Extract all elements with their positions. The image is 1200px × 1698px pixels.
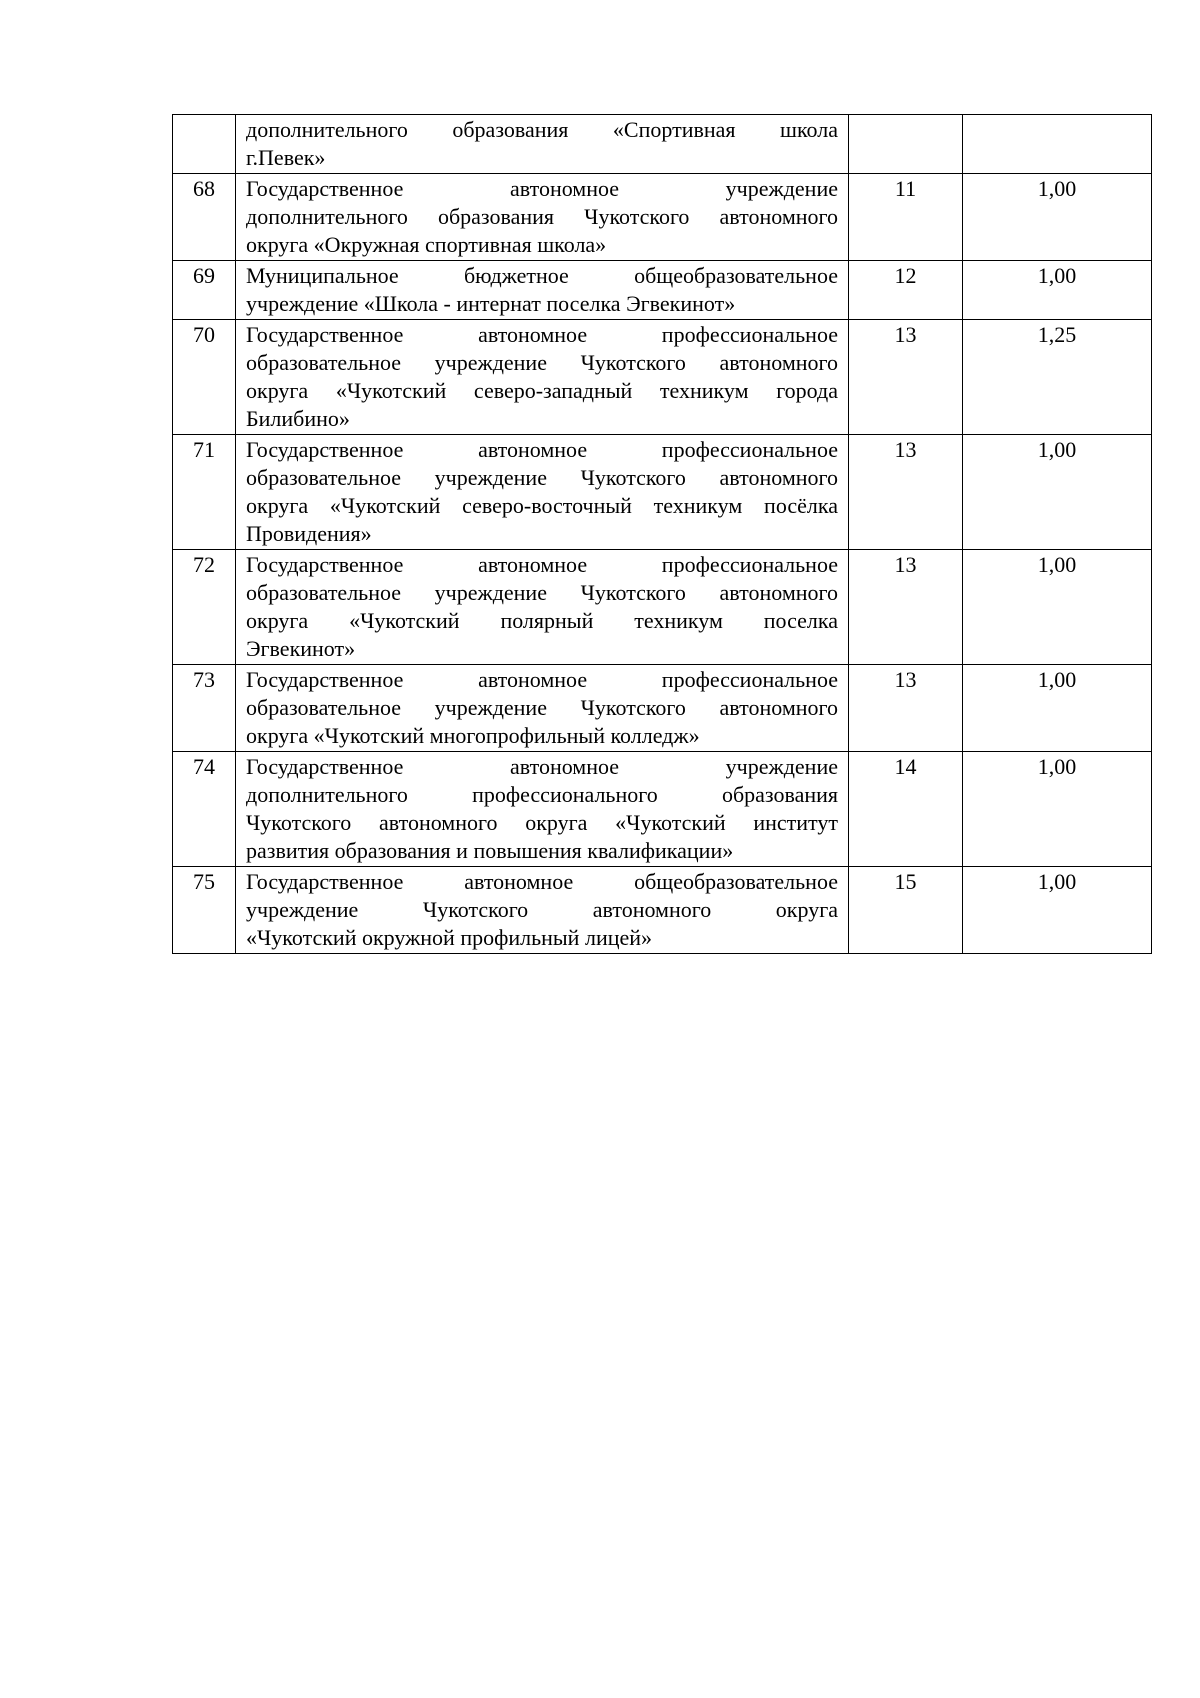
row-number-cell: 68: [173, 174, 236, 261]
institution-name-cell: [236, 261, 849, 320]
institution-name-line: округа «Чукотский северо-западный техникум города: [246, 378, 838, 403]
institution-name-line: округа «Чукотский полярный техникум поселка: [246, 608, 838, 633]
institution-name-line: округа «Окружная спортивная школа»: [246, 232, 607, 257]
table-row: [173, 174, 1152, 261]
row-number-cell: 69: [173, 261, 236, 320]
group-code-cell: 11: [849, 174, 963, 261]
institution-name-line: развития образования и повышения квалификации»: [246, 838, 734, 863]
row-number-cell: [173, 115, 236, 174]
institution-name-line: округа «Чукотский многопрофильный колледж»: [246, 723, 700, 748]
institution-name-line: «Чукотский окружной профильный лицей»: [246, 925, 653, 950]
table-row: [173, 867, 1152, 954]
group-code-cell: 13: [849, 665, 963, 752]
institution-name-line: образовательное учреждение Чукотского автономного: [246, 350, 838, 375]
institution-name-line: образовательное учреждение Чукотского автономного: [246, 580, 838, 605]
coefficient-cell: 1,25: [963, 320, 1152, 435]
institution-name-cell: [236, 550, 849, 665]
row-number-cell: 73: [173, 665, 236, 752]
row-number-cell: 75: [173, 867, 236, 954]
group-code-cell: [849, 115, 963, 174]
group-code-cell: 15: [849, 867, 963, 954]
institution-name-line: Государственное автономное профессиональное: [246, 667, 838, 692]
institutions-table: [172, 114, 1152, 954]
institution-name-cell: [236, 665, 849, 752]
group-code-cell: 14: [849, 752, 963, 867]
institution-name-line: округа «Чукотский северо-восточный техникум посёлка: [246, 493, 838, 518]
institution-name-line: дополнительного образования «Спортивная школа: [246, 117, 838, 142]
institution-name-line: Государственное автономное профессиональное: [246, 437, 838, 462]
coefficient-cell: 1,00: [963, 550, 1152, 665]
institution-name-line: Чукотского автономного округа «Чукотский институт: [246, 810, 838, 835]
institution-name-line: образовательное учреждение Чукотского автономного: [246, 465, 838, 490]
institution-name-line: учреждение Чукотского автономного округа: [246, 897, 838, 922]
institution-name-line: Государственное автономное профессиональное: [246, 552, 838, 577]
row-number-cell: 71: [173, 435, 236, 550]
table-row: [173, 665, 1152, 752]
row-number-cell: 72: [173, 550, 236, 665]
table-row: [173, 550, 1152, 665]
institution-name-line: Государственное автономное общеобразовательное: [246, 869, 838, 894]
institution-name-cell: [236, 867, 849, 954]
table-row: [173, 115, 1152, 174]
institution-name-line: Эгвекинот»: [246, 636, 356, 661]
institution-name-cell: [236, 320, 849, 435]
institution-name-line: Государственное автономное профессиональное: [246, 322, 838, 347]
row-number-cell: 74: [173, 752, 236, 867]
coefficient-cell: 1,00: [963, 867, 1152, 954]
group-code-cell: 13: [849, 320, 963, 435]
institution-name-cell: [236, 752, 849, 867]
institution-name-line: дополнительного профессионального образования: [246, 782, 838, 807]
group-code-cell: 13: [849, 435, 963, 550]
group-code-cell: 13: [849, 550, 963, 665]
coefficient-cell: [963, 115, 1152, 174]
table-row: [173, 261, 1152, 320]
institution-name-line: учреждение «Школа - интернат поселка Эгвекинот»: [246, 291, 736, 316]
institution-name-cell: [236, 115, 849, 174]
institution-name-line: дополнительного образования Чукотского автономного: [246, 204, 838, 229]
coefficient-cell: 1,00: [963, 435, 1152, 550]
institution-name-line: г.Певек»: [246, 145, 326, 170]
coefficient-cell: 1,00: [963, 665, 1152, 752]
institution-name-cell: [236, 435, 849, 550]
coefficient-cell: 1,00: [963, 174, 1152, 261]
group-code-cell: 12: [849, 261, 963, 320]
institution-name-line: образовательное учреждение Чукотского автономного: [246, 695, 838, 720]
table-body: [173, 115, 1152, 954]
institution-name-line: Билибино»: [246, 406, 350, 431]
coefficient-cell: 1,00: [963, 261, 1152, 320]
table-row: [173, 435, 1152, 550]
institution-name-line: Муниципальное бюджетное общеобразовательное: [246, 263, 838, 288]
institution-name-line: Провидения»: [246, 521, 372, 546]
coefficient-cell: 1,00: [963, 752, 1152, 867]
table-row: [173, 752, 1152, 867]
table-row: [173, 320, 1152, 435]
institution-name-cell: [236, 174, 849, 261]
institution-name-line: Государственное автономное учреждение: [246, 754, 838, 779]
institution-name-line: Государственное автономное учреждение: [246, 176, 838, 201]
row-number-cell: 70: [173, 320, 236, 435]
